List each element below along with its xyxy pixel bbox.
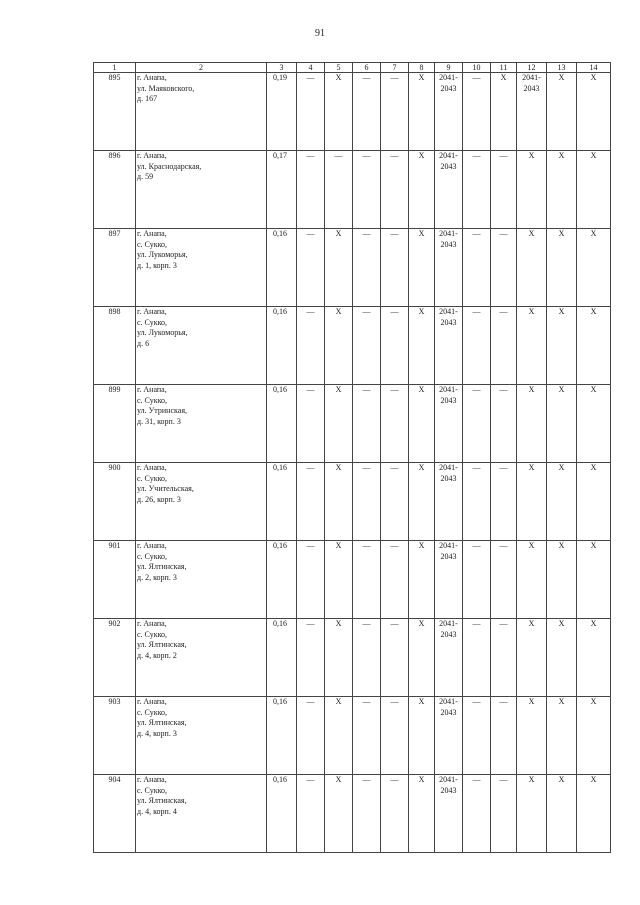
address-line: д. 6 — [137, 338, 150, 348]
area-cell: 0,16 — [267, 541, 297, 619]
value-cell: — — [463, 307, 491, 385]
value-cell: — — [353, 541, 381, 619]
table-row — [94, 151, 611, 229]
value-cell: X — [577, 151, 611, 229]
value-cell: — — [297, 73, 325, 151]
address-cell — [136, 541, 267, 619]
area-cell: 0,17 — [267, 151, 297, 229]
value-cell: — — [491, 697, 517, 775]
table-row — [94, 73, 611, 151]
row-number: 904 — [94, 775, 136, 853]
value-cell: — — [463, 151, 491, 229]
address-line: ул. Краснодарская, — [137, 161, 202, 171]
table-row — [94, 229, 611, 307]
value-cell: X — [577, 229, 611, 307]
address-line: д. 1, корп. 3 — [137, 260, 177, 270]
address-line: с. Сукко, — [137, 707, 168, 717]
table-row — [94, 463, 611, 541]
column-header: 1 — [94, 63, 136, 73]
value-cell: — — [297, 619, 325, 697]
column-header: 13 — [547, 63, 577, 73]
value-cell: — — [491, 307, 517, 385]
value-cell: X — [409, 463, 435, 541]
value-cell: — — [491, 541, 517, 619]
value-cell: X — [577, 307, 611, 385]
address-line: г. Анапа, — [137, 229, 167, 238]
value-cell: — — [381, 619, 409, 697]
value-cell: X — [325, 619, 353, 697]
row-number: 898 — [94, 307, 136, 385]
value-cell: — — [381, 307, 409, 385]
address-line: г. Анапа, — [137, 463, 167, 472]
value-cell: 2041- 2043 — [435, 541, 463, 619]
value-cell: — — [353, 307, 381, 385]
value-cell: X — [547, 229, 577, 307]
address-line: с. Сукко, — [137, 239, 168, 249]
value-cell: 2041- 2043 — [435, 463, 463, 541]
value-cell: X — [325, 307, 353, 385]
address-line: ул. Лукоморья, — [137, 250, 188, 259]
value-cell: X — [517, 541, 547, 619]
address-cell — [136, 697, 267, 775]
column-header: 2 — [136, 63, 267, 73]
column-header: 5 — [325, 63, 353, 73]
value-cell: X — [517, 385, 547, 463]
value-cell: X — [325, 73, 353, 151]
address-cell — [136, 619, 267, 697]
value-cell: — — [381, 463, 409, 541]
value-cell: X — [577, 697, 611, 775]
address-line: г. Анапа, — [137, 775, 167, 784]
value-cell: — — [381, 385, 409, 463]
row-number: 903 — [94, 697, 136, 775]
address-line: ул. Лукоморья, — [137, 328, 188, 337]
address-line: с. Сукко, — [137, 473, 168, 483]
column-header: 9 — [435, 63, 463, 73]
table-row — [94, 775, 611, 853]
value-cell: X — [325, 775, 353, 853]
area-cell: 0,16 — [267, 385, 297, 463]
value-cell: X — [325, 385, 353, 463]
address-cell — [136, 385, 267, 463]
address-line: ул. Учительская, — [137, 484, 194, 493]
value-cell: — — [353, 619, 381, 697]
page-number: 91 — [315, 28, 325, 39]
address-line: д. 26, корп. 3 — [137, 494, 181, 504]
value-cell: 2041- 2043 — [435, 73, 463, 151]
value-cell: X — [409, 307, 435, 385]
column-header: 3 — [267, 63, 297, 73]
value-cell: — — [297, 229, 325, 307]
value-cell: X — [577, 541, 611, 619]
value-cell: X — [577, 619, 611, 697]
address-line: ул. Ялтинская, — [137, 796, 187, 805]
address-cell — [136, 73, 267, 151]
row-number: 895 — [94, 73, 136, 151]
row-number: 902 — [94, 619, 136, 697]
column-header: 7 — [381, 63, 409, 73]
value-cell: — — [297, 541, 325, 619]
area-cell: 0,16 — [267, 463, 297, 541]
area-cell: 0,16 — [267, 697, 297, 775]
address-line: с. Сукко, — [137, 395, 168, 405]
value-cell: 2041- 2043 — [435, 229, 463, 307]
address-line: ул. Ялтинская, — [137, 718, 187, 727]
value-cell: — — [297, 463, 325, 541]
address-line: ул. Ялтинская, — [137, 640, 187, 649]
register-table — [93, 62, 611, 853]
value-cell: 2041- 2043 — [435, 619, 463, 697]
value-cell: — — [297, 151, 325, 229]
value-cell: X — [517, 307, 547, 385]
address-line: с. Сукко, — [137, 785, 168, 795]
table-row — [94, 541, 611, 619]
row-number: 899 — [94, 385, 136, 463]
value-cell: — — [491, 151, 517, 229]
value-cell: X — [325, 697, 353, 775]
value-cell: X — [409, 619, 435, 697]
area-cell: 0,16 — [267, 229, 297, 307]
table-row — [94, 307, 611, 385]
address-line: г. Анапа, — [137, 697, 167, 706]
value-cell: X — [547, 151, 577, 229]
column-header: 10 — [463, 63, 491, 73]
value-cell: — — [463, 619, 491, 697]
value-cell: X — [409, 541, 435, 619]
value-cell: X — [325, 463, 353, 541]
value-cell: — — [463, 385, 491, 463]
value-cell: X — [547, 619, 577, 697]
value-cell: — — [491, 229, 517, 307]
value-cell: 2041- 2043 — [435, 775, 463, 853]
value-cell: X — [547, 307, 577, 385]
value-cell: — — [491, 775, 517, 853]
value-cell: X — [409, 73, 435, 151]
area-cell: 0,16 — [267, 619, 297, 697]
value-cell: X — [547, 541, 577, 619]
value-cell: — — [381, 151, 409, 229]
value-cell: 2041- 2043 — [435, 307, 463, 385]
column-header: 14 — [577, 63, 611, 73]
row-number: 900 — [94, 463, 136, 541]
address-cell — [136, 775, 267, 853]
value-cell: 2041- 2043 — [517, 73, 547, 151]
value-cell: X — [409, 151, 435, 229]
value-cell: 2041- 2043 — [435, 151, 463, 229]
value-cell: — — [353, 385, 381, 463]
value-cell: — — [381, 697, 409, 775]
value-cell: X — [517, 229, 547, 307]
address-line: д. 4, корп. 2 — [137, 650, 177, 660]
table-row — [94, 697, 611, 775]
column-header: 4 — [297, 63, 325, 73]
table-row — [94, 385, 611, 463]
value-cell: 2041- 2043 — [435, 385, 463, 463]
value-cell: X — [517, 775, 547, 853]
value-cell: — — [353, 229, 381, 307]
address-line: ул. Маяковского, — [137, 83, 195, 93]
value-cell: — — [297, 775, 325, 853]
value-cell: X — [409, 229, 435, 307]
value-cell: — — [463, 73, 491, 151]
value-cell: — — [463, 229, 491, 307]
address-line: с. Сукко, — [137, 629, 168, 639]
value-cell: — — [297, 385, 325, 463]
address-cell — [136, 229, 267, 307]
value-cell: — — [353, 463, 381, 541]
value-cell: X — [577, 775, 611, 853]
row-number: 901 — [94, 541, 136, 619]
value-cell: X — [577, 385, 611, 463]
column-header: 8 — [409, 63, 435, 73]
value-cell: — — [353, 151, 381, 229]
address-line: с. Сукко, — [137, 317, 168, 327]
value-cell: — — [463, 775, 491, 853]
value-cell: X — [491, 73, 517, 151]
address-line: г. Анапа, — [137, 151, 167, 160]
column-header: 6 — [353, 63, 381, 73]
value-cell: — — [381, 541, 409, 619]
column-header: 12 — [517, 63, 547, 73]
column-header-row — [94, 63, 611, 73]
value-cell: X — [577, 463, 611, 541]
value-cell: 2041- 2043 — [435, 697, 463, 775]
address-line: д. 4, корп. 3 — [137, 728, 177, 738]
address-line: д. 4, корп. 4 — [137, 806, 177, 816]
address-line: г. Анапа, — [137, 619, 167, 628]
address-line: д. 59 — [137, 172, 154, 181]
value-cell: — — [353, 697, 381, 775]
value-cell: X — [547, 73, 577, 151]
value-cell: — — [491, 463, 517, 541]
address-line: г. Анапа, — [137, 385, 167, 394]
value-cell: — — [463, 697, 491, 775]
value-cell: — — [491, 385, 517, 463]
value-cell: X — [547, 463, 577, 541]
value-cell: — — [381, 73, 409, 151]
address-line: д. 2, корп. 3 — [137, 572, 177, 582]
column-header: 11 — [491, 63, 517, 73]
value-cell: — — [353, 775, 381, 853]
address-line: д. 31, корп. 3 — [137, 416, 181, 426]
address-line: ул. Ялтинская, — [137, 562, 187, 571]
table-row — [94, 619, 611, 697]
area-cell: 0,19 — [267, 73, 297, 151]
value-cell: — — [297, 307, 325, 385]
value-cell: X — [517, 151, 547, 229]
value-cell: — — [463, 463, 491, 541]
value-cell: X — [517, 463, 547, 541]
value-cell: X — [547, 697, 577, 775]
row-number: 897 — [94, 229, 136, 307]
value-cell: — — [381, 229, 409, 307]
value-cell: X — [517, 619, 547, 697]
address-line: г. Анапа, — [137, 541, 167, 550]
value-cell: X — [409, 385, 435, 463]
address-cell — [136, 151, 267, 229]
address-line: г. Анапа, — [137, 307, 167, 316]
value-cell: X — [409, 697, 435, 775]
value-cell: X — [409, 775, 435, 853]
value-cell: — — [463, 541, 491, 619]
value-cell: X — [325, 229, 353, 307]
address-cell — [136, 463, 267, 541]
value-cell: — — [297, 697, 325, 775]
value-cell: — — [491, 619, 517, 697]
value-cell: — — [325, 151, 353, 229]
value-cell: X — [577, 73, 611, 151]
row-number: 896 — [94, 151, 136, 229]
value-cell: — — [381, 775, 409, 853]
value-cell: X — [517, 697, 547, 775]
area-cell: 0,16 — [267, 775, 297, 853]
value-cell: X — [325, 541, 353, 619]
area-cell: 0,16 — [267, 307, 297, 385]
value-cell: — — [353, 73, 381, 151]
value-cell: X — [547, 385, 577, 463]
address-line: с. Сукко, — [137, 551, 168, 561]
table-body — [94, 63, 611, 853]
address-cell — [136, 307, 267, 385]
address-line: г. Анапа, — [137, 73, 167, 82]
value-cell: X — [547, 775, 577, 853]
address-line: д. 167 — [137, 94, 158, 103]
address-line: ул. Утринская, — [137, 406, 188, 415]
